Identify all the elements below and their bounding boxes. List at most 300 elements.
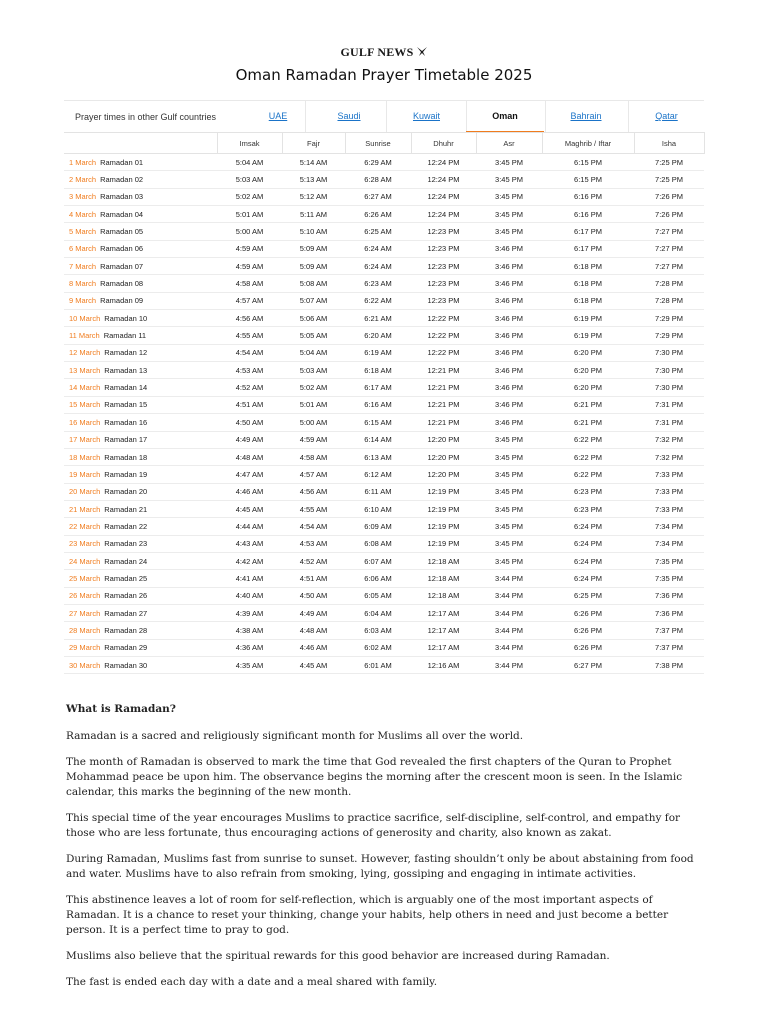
dhuhr-time: 12:24 PM <box>411 154 476 171</box>
fajr-time: 4:58 AM <box>282 448 345 465</box>
asr-time: 3:44 PM <box>476 604 542 621</box>
table-row <box>64 622 704 639</box>
sunrise-time: 6:22 AM <box>345 292 411 309</box>
asr-time: 3:46 PM <box>476 396 542 413</box>
asr-time: 3:45 PM <box>476 154 542 171</box>
table-row <box>64 639 704 656</box>
fajr-time: 4:48 AM <box>282 622 345 639</box>
gregorian-date: 14 March <box>69 383 101 393</box>
ramadan-day: Ramadan 20 <box>104 487 148 497</box>
ramadan-day: Ramadan 14 <box>104 383 148 393</box>
imsak-time: 4:48 AM <box>217 448 282 465</box>
dhuhr-time: 12:21 PM <box>411 414 476 431</box>
asr-time: 3:46 PM <box>476 275 542 292</box>
table-row <box>64 275 704 292</box>
dhuhr-time: 12:20 PM <box>411 431 476 448</box>
date-cell <box>64 466 217 483</box>
table-row <box>64 431 704 448</box>
imsak-time: 4:39 AM <box>217 604 282 621</box>
date-cell <box>64 570 217 587</box>
fajr-time: 5:14 AM <box>282 154 345 171</box>
maghrib-time: 6:21 PM <box>542 414 634 431</box>
ramadan-day: Ramadan 23 <box>104 539 148 549</box>
maghrib-time: 6:23 PM <box>542 500 634 517</box>
date-cell <box>64 154 217 171</box>
table-row <box>64 310 704 327</box>
isha-time: 7:32 PM <box>634 431 704 448</box>
maghrib-time: 6:21 PM <box>542 396 634 413</box>
tab-bahrain[interactable]: Bahrain <box>570 111 602 121</box>
date-cell <box>64 362 217 379</box>
dhuhr-time: 12:19 PM <box>411 483 476 500</box>
asr-time: 3:45 PM <box>476 448 542 465</box>
gulf-news-logo[interactable] <box>0 45 768 60</box>
gregorian-date: 5 March <box>69 227 97 237</box>
dhuhr-time: 12:17 AM <box>411 622 476 639</box>
imsak-time: 4:53 AM <box>217 362 282 379</box>
maghrib-time: 6:18 PM <box>542 258 634 275</box>
imsak-time: 4:35 AM <box>217 656 282 673</box>
asr-time: 3:46 PM <box>476 258 542 275</box>
sunrise-time: 6:07 AM <box>345 552 411 569</box>
maghrib-time: 6:26 PM <box>542 622 634 639</box>
sunrise-time: 6:10 AM <box>345 500 411 517</box>
ramadan-day: Ramadan 24 <box>104 556 148 566</box>
column-header <box>64 133 217 154</box>
date-cell <box>64 414 217 431</box>
maghrib-time: 6:25 PM <box>542 587 634 604</box>
isha-time: 7:33 PM <box>634 483 704 500</box>
ramadan-day: Ramadan 06 <box>100 244 144 254</box>
dhuhr-time: 12:20 PM <box>411 466 476 483</box>
fajr-time: 5:07 AM <box>282 292 345 309</box>
article-paragraph: This special time of the year encourages Muslims to practice sacrifice, self-discipline, self-control, and empathy for those who are less fortunate, thus encouraging actions of generosity and charity, also known as zakat. <box>66 812 681 839</box>
date-cell <box>64 483 217 500</box>
isha-time: 7:27 PM <box>634 223 704 240</box>
dhuhr-time: 12:18 AM <box>411 587 476 604</box>
gregorian-date: 15 March <box>69 400 101 410</box>
dhuhr-time: 12:19 PM <box>411 500 476 517</box>
ramadan-day: Ramadan 25 <box>104 573 148 583</box>
sunrise-time: 6:13 AM <box>345 448 411 465</box>
imsak-time: 5:04 AM <box>217 154 282 171</box>
sunrise-time: 6:27 AM <box>345 188 411 205</box>
gregorian-date: 21 March <box>69 504 101 514</box>
date-cell <box>64 448 217 465</box>
asr-time: 3:46 PM <box>476 414 542 431</box>
gregorian-date: 10 March <box>69 313 101 323</box>
prayer-timetable <box>64 132 705 674</box>
table-row <box>64 154 704 171</box>
fajr-time: 4:53 AM <box>282 535 345 552</box>
asr-time: 3:45 PM <box>476 500 542 517</box>
column-header-maghrib: Maghrib / Iftar <box>542 133 634 154</box>
isha-time: 7:34 PM <box>634 518 704 535</box>
table-row <box>64 656 704 673</box>
gregorian-date: 8 March <box>69 279 97 289</box>
fajr-time: 4:49 AM <box>282 604 345 621</box>
tab-divider <box>305 101 306 133</box>
gregorian-date: 24 March <box>69 556 101 566</box>
table-row <box>64 344 704 361</box>
asr-time: 3:46 PM <box>476 292 542 309</box>
maghrib-time: 6:24 PM <box>542 535 634 552</box>
asr-time: 3:46 PM <box>476 344 542 361</box>
tab-divider <box>628 101 629 133</box>
dhuhr-time: 12:22 PM <box>411 327 476 344</box>
gregorian-date: 22 March <box>69 521 101 531</box>
sunrise-time: 6:16 AM <box>345 396 411 413</box>
gregorian-date: 13 March <box>69 365 101 375</box>
sunrise-time: 6:26 AM <box>345 206 411 223</box>
sunrise-time: 6:08 AM <box>345 535 411 552</box>
maghrib-time: 6:18 PM <box>542 275 634 292</box>
asr-time: 3:44 PM <box>476 570 542 587</box>
fajr-time: 5:01 AM <box>282 396 345 413</box>
logo-text: GULF NEWS <box>340 45 414 59</box>
isha-time: 7:28 PM <box>634 275 704 292</box>
asr-time: 3:45 PM <box>476 188 542 205</box>
table-body <box>64 154 704 674</box>
date-cell <box>64 292 217 309</box>
fajr-time: 5:08 AM <box>282 275 345 292</box>
tab-kuwait[interactable]: Kuwait <box>412 111 440 121</box>
imsak-time: 4:42 AM <box>217 552 282 569</box>
maghrib-time: 6:15 PM <box>542 154 634 171</box>
fajr-time: 4:54 AM <box>282 518 345 535</box>
column-header-dhuhr: Dhuhr <box>411 133 476 154</box>
ramadan-day: Ramadan 28 <box>104 625 148 635</box>
country-tabs <box>64 100 704 132</box>
ramadan-day: Ramadan 19 <box>104 469 148 479</box>
sunrise-time: 6:14 AM <box>345 431 411 448</box>
maghrib-time: 6:23 PM <box>542 483 634 500</box>
sunrise-time: 6:04 AM <box>345 604 411 621</box>
column-header-imsak: Imsak <box>217 133 282 154</box>
isha-time: 7:33 PM <box>634 466 704 483</box>
maghrib-time: 6:17 PM <box>542 240 634 257</box>
isha-time: 7:35 PM <box>634 570 704 587</box>
date-cell <box>64 275 217 292</box>
ramadan-day: Ramadan 27 <box>104 608 148 618</box>
asr-time: 3:45 PM <box>476 552 542 569</box>
ramadan-day: Ramadan 26 <box>104 591 148 601</box>
gregorian-date: 6 March <box>69 244 97 254</box>
fajr-time: 5:13 AM <box>282 171 345 188</box>
fajr-time: 4:45 AM <box>282 656 345 673</box>
dhuhr-time: 12:18 AM <box>411 552 476 569</box>
ramadan-day: Ramadan 22 <box>104 521 148 531</box>
fajr-time: 5:09 AM <box>282 258 345 275</box>
imsak-time: 4:40 AM <box>217 587 282 604</box>
maghrib-time: 6:19 PM <box>542 310 634 327</box>
maghrib-time: 6:16 PM <box>542 188 634 205</box>
fajr-time: 4:59 AM <box>282 431 345 448</box>
gregorian-date: 11 March <box>69 331 100 341</box>
fajr-time: 4:57 AM <box>282 466 345 483</box>
imsak-time: 4:51 AM <box>217 396 282 413</box>
table-row <box>64 535 704 552</box>
dhuhr-time: 12:17 AM <box>411 639 476 656</box>
imsak-time: 4:47 AM <box>217 466 282 483</box>
ramadan-day: Ramadan 05 <box>100 227 144 237</box>
imsak-time: 4:45 AM <box>217 500 282 517</box>
ramadan-day: Ramadan 13 <box>104 365 148 375</box>
gregorian-date: 1 March <box>69 157 97 167</box>
ramadan-day: Ramadan 16 <box>104 417 148 427</box>
imsak-time: 4:52 AM <box>217 379 282 396</box>
date-cell <box>64 656 217 673</box>
tabs-label: Prayer times in other Gulf countries <box>75 112 217 122</box>
dhuhr-time: 12:24 PM <box>411 188 476 205</box>
tab-uae[interactable]: UAE <box>268 111 288 121</box>
maghrib-time: 6:26 PM <box>542 639 634 656</box>
gregorian-date: 2 March <box>69 175 97 185</box>
gregorian-date: 18 March <box>69 452 101 462</box>
imsak-time: 5:00 AM <box>217 223 282 240</box>
sunrise-time: 6:15 AM <box>345 414 411 431</box>
isha-time: 7:26 PM <box>634 188 704 205</box>
ramadan-day: Ramadan 15 <box>104 400 148 410</box>
imsak-time: 5:03 AM <box>217 171 282 188</box>
column-header-asr: Asr <box>476 133 542 154</box>
isha-time: 7:25 PM <box>634 154 704 171</box>
maghrib-time: 6:22 PM <box>542 431 634 448</box>
asr-time: 3:45 PM <box>476 223 542 240</box>
imsak-time: 4:59 AM <box>217 240 282 257</box>
tab-divider <box>386 101 387 133</box>
date-cell <box>64 310 217 327</box>
maghrib-time: 6:20 PM <box>542 344 634 361</box>
dhuhr-time: 12:22 PM <box>411 310 476 327</box>
date-cell <box>64 552 217 569</box>
imsak-time: 5:02 AM <box>217 188 282 205</box>
sunrise-time: 6:18 AM <box>345 362 411 379</box>
dhuhr-time: 12:24 PM <box>411 206 476 223</box>
isha-time: 7:30 PM <box>634 379 704 396</box>
maghrib-time: 6:22 PM <box>542 466 634 483</box>
sunrise-time: 6:23 AM <box>345 275 411 292</box>
imsak-time: 4:56 AM <box>217 310 282 327</box>
sunrise-time: 6:12 AM <box>345 466 411 483</box>
fajr-time: 4:56 AM <box>282 483 345 500</box>
gregorian-date: 29 March <box>69 643 101 653</box>
date-cell <box>64 327 217 344</box>
tab-qatar[interactable]: Qatar <box>655 111 678 121</box>
gregorian-date: 16 March <box>69 417 101 427</box>
fajr-time: 5:03 AM <box>282 362 345 379</box>
maghrib-time: 6:24 PM <box>542 518 634 535</box>
table-row <box>64 258 704 275</box>
isha-time: 7:34 PM <box>634 535 704 552</box>
tab-oman[interactable]: Oman <box>466 101 544 133</box>
isha-time: 7:32 PM <box>634 448 704 465</box>
gregorian-date: 26 March <box>69 591 101 601</box>
imsak-time: 4:43 AM <box>217 535 282 552</box>
date-cell <box>64 604 217 621</box>
date-cell <box>64 171 217 188</box>
fajr-time: 4:55 AM <box>282 500 345 517</box>
ramadan-day: Ramadan 11 <box>103 331 147 341</box>
ramadan-day: Ramadan 12 <box>104 348 148 358</box>
dhuhr-time: 12:23 PM <box>411 275 476 292</box>
date-cell <box>64 258 217 275</box>
isha-time: 7:30 PM <box>634 344 704 361</box>
gregorian-date: 4 March <box>69 209 97 219</box>
ramadan-day: Ramadan 21 <box>104 504 148 514</box>
isha-time: 7:35 PM <box>634 552 704 569</box>
table-row <box>64 292 704 309</box>
maghrib-time: 6:19 PM <box>542 327 634 344</box>
isha-time: 7:33 PM <box>634 500 704 517</box>
gregorian-date: 28 March <box>69 625 101 635</box>
date-cell <box>64 223 217 240</box>
fajr-time: 4:50 AM <box>282 587 345 604</box>
gregorian-date: 25 March <box>69 573 101 583</box>
ramadan-day: Ramadan 01 <box>100 157 144 167</box>
article-paragraph: This abstinence leaves a lot of room for self-reflection, which is arguably one of the most important aspects of Ramadan. It is a chance to reset your thinking, change your habits, help others in need and just become a better person. It is a perfect time to pray to god. <box>66 894 669 936</box>
page-title: Oman Ramadan Prayer Timetable 2025 <box>235 66 533 84</box>
fajr-time: 5:09 AM <box>282 240 345 257</box>
sunrise-time: 6:24 AM <box>345 240 411 257</box>
dhuhr-time: 12:21 PM <box>411 362 476 379</box>
table-row <box>64 587 704 604</box>
dhuhr-time: 12:19 PM <box>411 535 476 552</box>
article-paragraph: Ramadan is a sacred and religiously significant month for Muslims all over the world. <box>66 730 524 742</box>
table-header-row <box>64 133 704 154</box>
asr-time: 3:46 PM <box>476 310 542 327</box>
sunrise-time: 6:03 AM <box>345 622 411 639</box>
maghrib-time: 6:15 PM <box>542 171 634 188</box>
imsak-time: 4:55 AM <box>217 327 282 344</box>
gregorian-date: 23 March <box>69 539 101 549</box>
fajr-time: 5:00 AM <box>282 414 345 431</box>
asr-time: 3:44 PM <box>476 587 542 604</box>
dhuhr-time: 12:16 AM <box>411 656 476 673</box>
tab-saudi[interactable]: Saudi <box>337 111 361 121</box>
maghrib-time: 6:24 PM <box>542 552 634 569</box>
date-cell <box>64 535 217 552</box>
imsak-time: 4:44 AM <box>217 518 282 535</box>
gregorian-date: 7 March <box>69 261 97 271</box>
asr-time: 3:45 PM <box>476 431 542 448</box>
table-row <box>64 500 704 517</box>
column-header-sunrise: Sunrise <box>345 133 411 154</box>
dhuhr-time: 12:21 PM <box>411 379 476 396</box>
table-row <box>64 396 704 413</box>
fajr-time: 5:04 AM <box>282 344 345 361</box>
table-row <box>64 171 704 188</box>
isha-time: 7:27 PM <box>634 240 704 257</box>
ramadan-day: Ramadan 10 <box>104 313 148 323</box>
eagle-icon <box>416 45 428 59</box>
column-header-isha: Isha <box>634 133 704 154</box>
table-row <box>64 466 704 483</box>
article-paragraph: The month of Ramadan is observed to mark the time that God revealed the first chapters of the Quran to Prophet Mohammad peace be upon him. The observance begins the morning after the crescent moon is seen. In the Islamic calendar, this marks the beginning of the new month. <box>66 756 683 798</box>
sunrise-time: 6:21 AM <box>345 310 411 327</box>
imsak-time: 4:49 AM <box>217 431 282 448</box>
date-cell <box>64 188 217 205</box>
sunrise-time: 6:05 AM <box>345 587 411 604</box>
dhuhr-time: 12:20 PM <box>411 448 476 465</box>
fajr-time: 4:51 AM <box>282 570 345 587</box>
sunrise-time: 6:01 AM <box>345 656 411 673</box>
table-row <box>64 206 704 223</box>
imsak-time: 4:36 AM <box>217 639 282 656</box>
asr-time: 3:45 PM <box>476 518 542 535</box>
fajr-time: 5:02 AM <box>282 379 345 396</box>
gregorian-date: 9 March <box>69 296 97 306</box>
asr-time: 3:46 PM <box>476 240 542 257</box>
asr-time: 3:46 PM <box>476 379 542 396</box>
date-cell <box>64 639 217 656</box>
fajr-time: 5:06 AM <box>282 310 345 327</box>
gregorian-date: 30 March <box>69 660 101 670</box>
asr-time: 3:44 PM <box>476 639 542 656</box>
table-row <box>64 448 704 465</box>
isha-time: 7:36 PM <box>634 587 704 604</box>
dhuhr-time: 12:19 PM <box>411 518 476 535</box>
date-cell <box>64 379 217 396</box>
table-row <box>64 414 704 431</box>
fajr-time: 5:10 AM <box>282 223 345 240</box>
gregorian-date: 3 March <box>69 192 97 202</box>
imsak-time: 4:50 AM <box>217 414 282 431</box>
date-cell <box>64 518 217 535</box>
gregorian-date: 12 March <box>69 348 101 358</box>
sunrise-time: 6:25 AM <box>345 223 411 240</box>
sunrise-time: 6:19 AM <box>345 344 411 361</box>
sunrise-time: 6:29 AM <box>345 154 411 171</box>
fajr-time: 4:52 AM <box>282 552 345 569</box>
table-row <box>64 327 704 344</box>
gregorian-date: 20 March <box>69 487 101 497</box>
dhuhr-time: 12:24 PM <box>411 171 476 188</box>
article <box>66 702 706 1001</box>
ramadan-day: Ramadan 03 <box>100 192 144 202</box>
isha-time: 7:38 PM <box>634 656 704 673</box>
isha-time: 7:37 PM <box>634 639 704 656</box>
dhuhr-time: 12:22 PM <box>411 344 476 361</box>
asr-time: 3:46 PM <box>476 362 542 379</box>
dhuhr-time: 12:18 AM <box>411 570 476 587</box>
gregorian-date: 17 March <box>69 435 101 445</box>
imsak-time: 4:54 AM <box>217 344 282 361</box>
asr-time: 3:45 PM <box>476 206 542 223</box>
fajr-time: 5:11 AM <box>282 206 345 223</box>
ramadan-day: Ramadan 30 <box>104 660 148 670</box>
table-row <box>64 362 704 379</box>
dhuhr-time: 12:23 PM <box>411 258 476 275</box>
table-row <box>64 240 704 257</box>
imsak-time: 4:41 AM <box>217 570 282 587</box>
date-cell <box>64 587 217 604</box>
date-cell <box>64 240 217 257</box>
gregorian-date: 19 March <box>69 469 101 479</box>
imsak-time: 4:46 AM <box>217 483 282 500</box>
table-row <box>64 570 704 587</box>
table-row <box>64 518 704 535</box>
column-header-fajr: Fajr <box>282 133 345 154</box>
table-row <box>64 552 704 569</box>
ramadan-day: Ramadan 07 <box>100 261 144 271</box>
isha-time: 7:28 PM <box>634 292 704 309</box>
asr-time: 3:44 PM <box>476 656 542 673</box>
isha-time: 7:31 PM <box>634 414 704 431</box>
dhuhr-time: 12:23 PM <box>411 292 476 309</box>
isha-time: 7:37 PM <box>634 622 704 639</box>
dhuhr-time: 12:23 PM <box>411 240 476 257</box>
